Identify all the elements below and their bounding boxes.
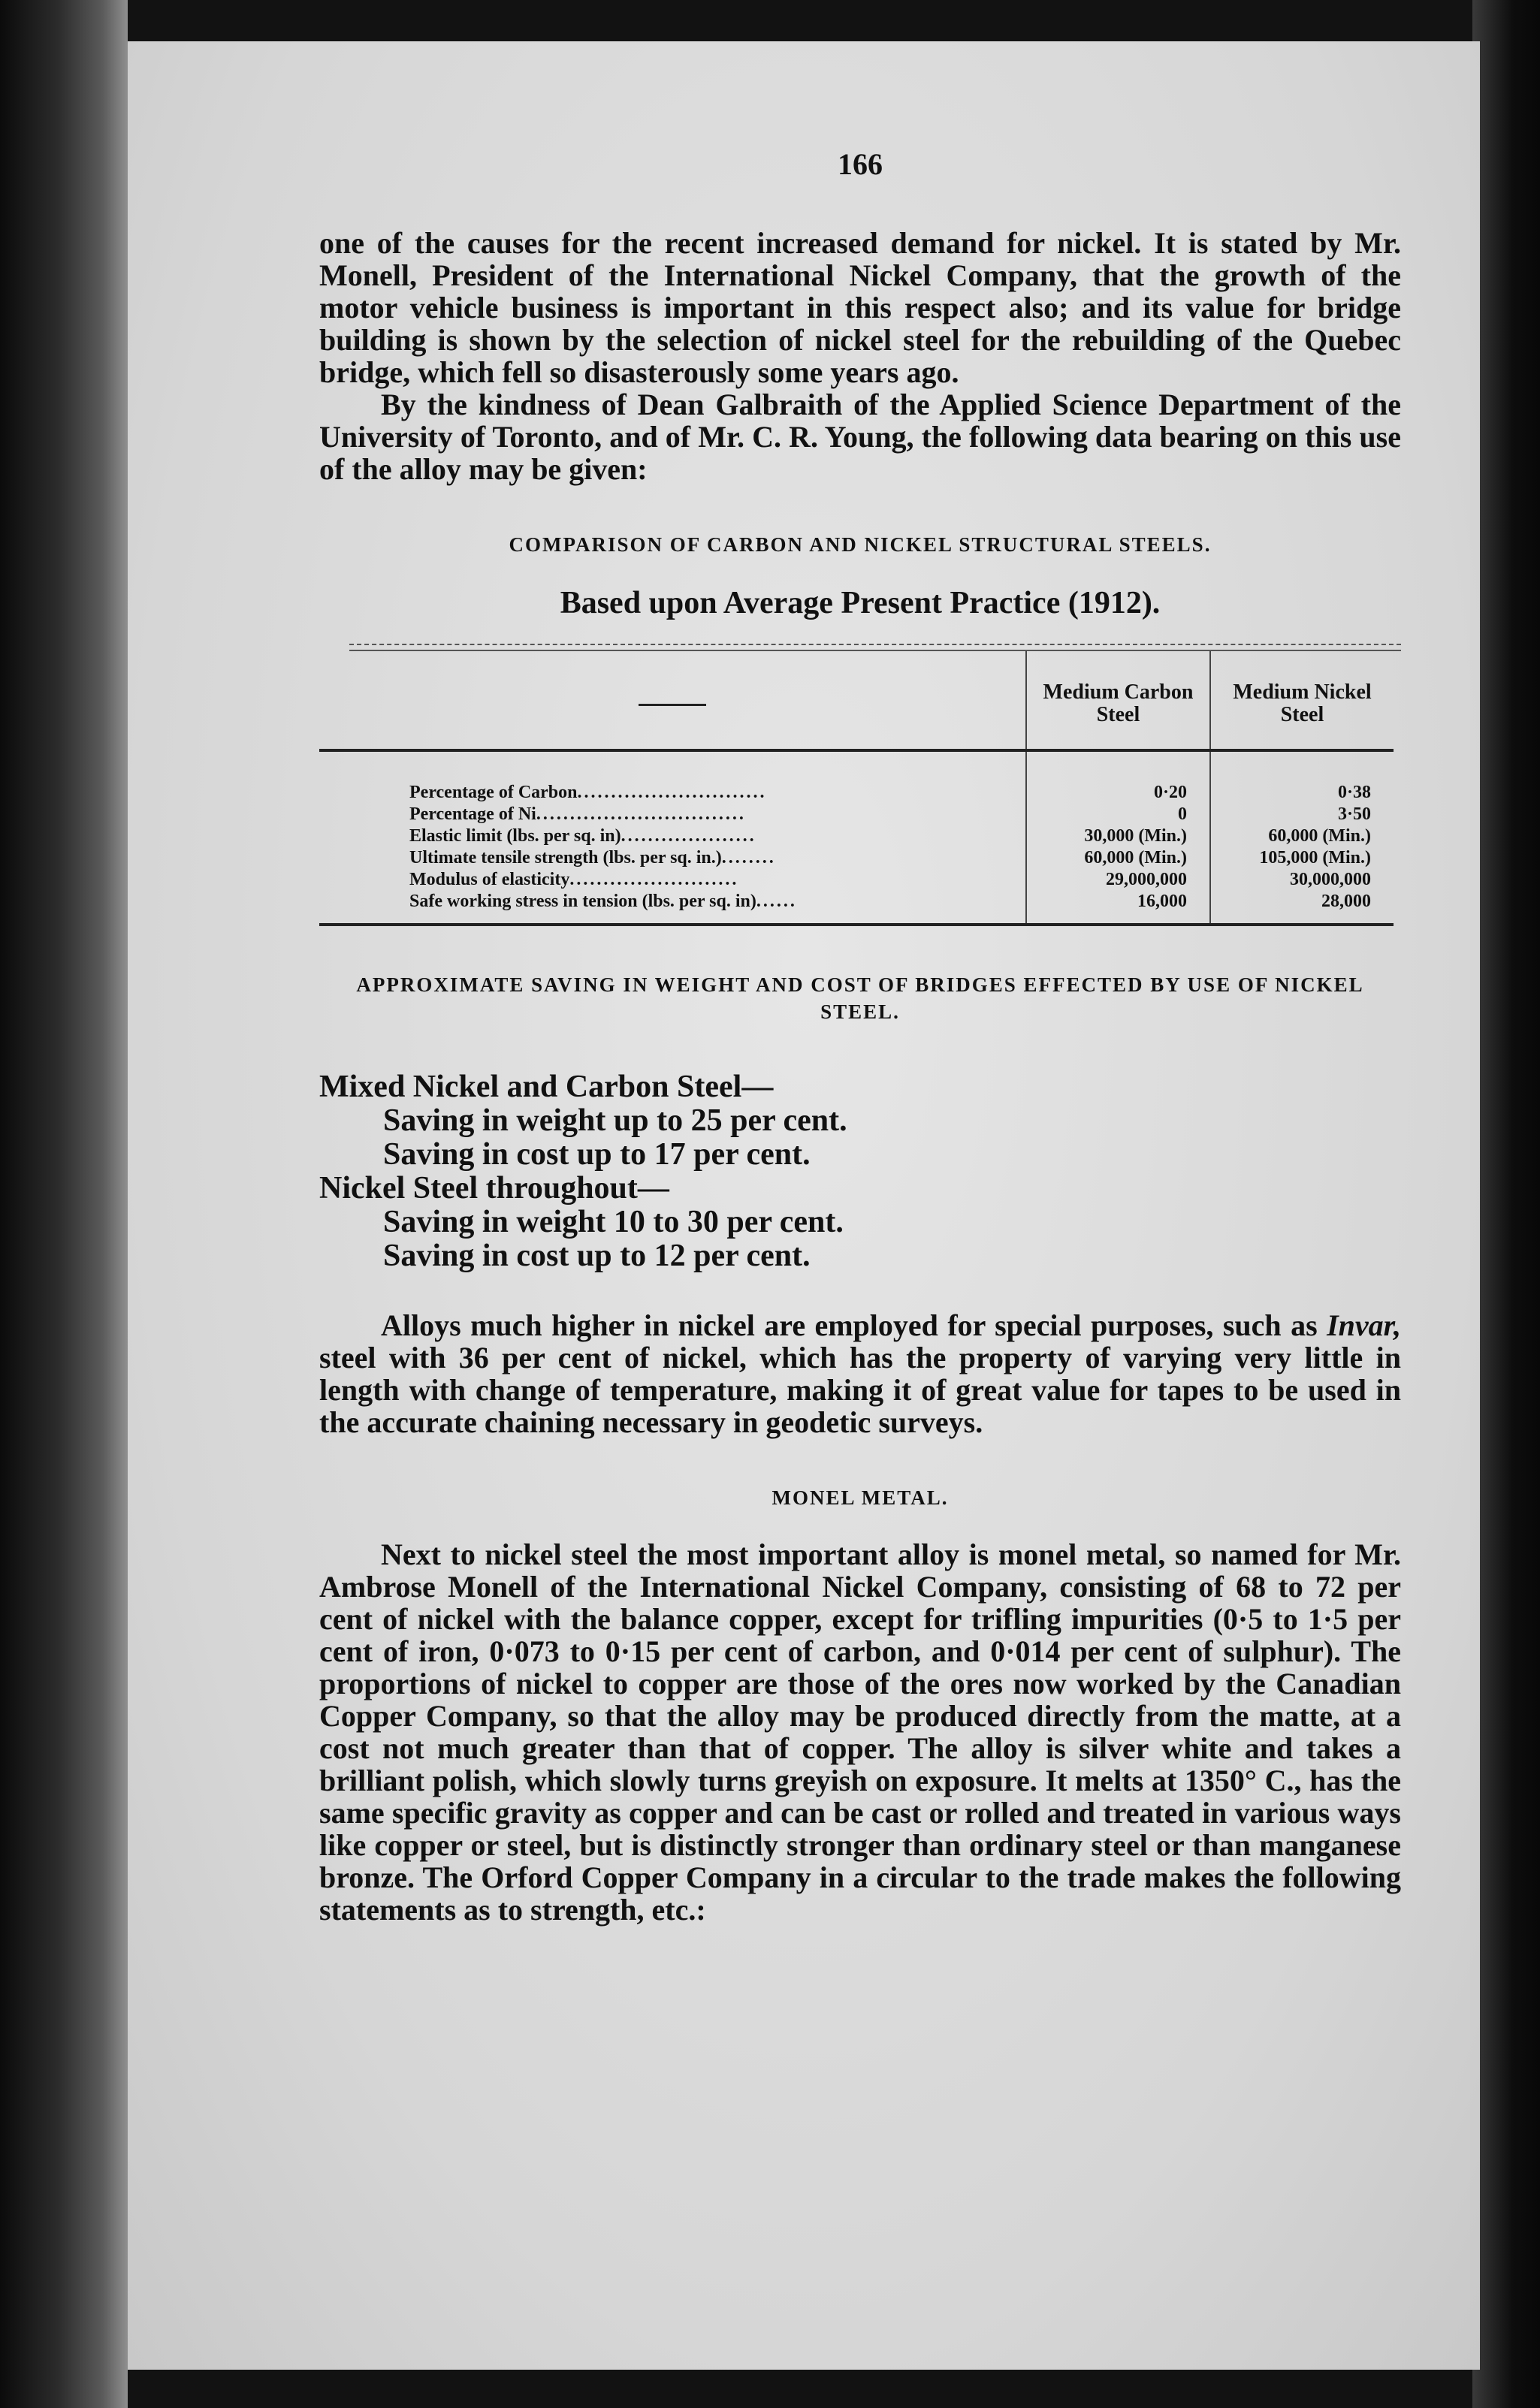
table-row <box>319 750 1394 804</box>
row-label: Percentage of Carbon............................ <box>409 783 767 802</box>
saving-list <box>319 1070 1401 1273</box>
row-label: Safe working stress in tension (lbs. per sq. in)...... <box>319 891 1026 925</box>
nickel-steel-heading: Nickel Steel throughout— <box>319 1171 669 1206</box>
nickel-value: 30,000,000 <box>1210 869 1394 891</box>
table-header-row <box>319 651 1394 750</box>
table-row <box>319 847 1394 869</box>
mixed-weight-saving: Saving in weight up to 25 per cent. <box>383 1103 847 1138</box>
mixed-steel-heading: Mixed Nickel and Carbon Steel— <box>319 1070 774 1104</box>
paragraph-demand: one of the causes for the recent increased demand for nickel. It is stated by Mr. Monell, President of the International Nickel Company, that the growth of the motor vehicle business is important in this respect also; and its value for bridge building is shown by the selection of nickel steel for the rebuilding of the Quebec bridge, which fell so disasterously some years ago. <box>319 226 1401 389</box>
table-row <box>319 825 1394 847</box>
nickel-value: 60,000 (Min.) <box>1210 825 1394 847</box>
monel-heading: MONEL METAL. <box>772 1486 949 1509</box>
header-blank-cell <box>319 651 1026 750</box>
table-top-rule <box>349 644 1401 651</box>
table-row <box>319 891 1394 925</box>
nickel-weight-saving: Saving in weight 10 to 30 per cent. <box>383 1205 844 1239</box>
saving-title: APPROXIMATE SAVING IN WEIGHT AND COST OF BRIDGES EFFECTED BY USE OF NICKEL STEEL. <box>356 973 1364 1023</box>
steel-comparison-table <box>319 651 1394 926</box>
page-number: 166 <box>838 147 883 181</box>
carbon-value: 16,000 <box>1026 891 1210 925</box>
book-page <box>128 41 1480 2370</box>
row-label: Percentage of Ni............................... <box>409 804 746 824</box>
carbon-value: 60,000 (Min.) <box>1026 847 1210 869</box>
page-content <box>319 146 1401 1926</box>
header-nickel-steel: Medium Nickel Steel <box>1210 651 1394 750</box>
header-dash <box>639 704 706 706</box>
invar-term: Invar, <box>1327 1308 1401 1342</box>
nickel-value: 0·38 <box>1210 750 1394 804</box>
table-row <box>319 804 1394 825</box>
row-label: Ultimate tensile strength (lbs. per sq. in.)........ <box>409 848 776 868</box>
header-carbon-steel: Medium Carbon Steel <box>1026 651 1210 750</box>
scan-border-right <box>1472 0 1540 2408</box>
paragraph-kindness: By the kindness of Dean Galbraith of the Applied Science Department of the University of Toronto, and of Mr. C. R. Young, the following data bearing on this use of the alloy may be given: <box>319 388 1401 486</box>
carbon-value: 0 <box>1026 804 1210 825</box>
carbon-value: 30,000 (Min.) <box>1026 825 1210 847</box>
nickel-value: 105,000 (Min.) <box>1210 847 1394 869</box>
mixed-cost-saving: Saving in cost up to 17 per cent. <box>383 1137 811 1172</box>
nickel-value: 3·50 <box>1210 804 1394 825</box>
carbon-value: 0·20 <box>1026 750 1210 804</box>
nickel-value: 28,000 <box>1210 891 1394 925</box>
paragraph-invar: Alloys much higher in nickel are employed for special purposes, such as Invar, steel with 36 per cent of nickel, which has the property of varying very little in length with change of temperature, making it of great value for tapes to be used in the accurate chaining necessary in geodetic surveys. <box>319 1308 1401 1439</box>
row-label: Modulus of elasticity......................... <box>409 870 739 889</box>
paragraph-monel: Next to nickel steel the most important alloy is monel metal, so named for Mr. Ambrose Monell of the International Nickel Company, consisting of 68 to 72 per cent of nickel with the balance copper, except for trifling impurities (0·5 to 1·5 per cent of iron, 0·073 to 0·15 per cent of carbon, and 0·014 per cent of sulphur). The proportions of nickel to copper are those of the ores now worked by the Canadian Copper Company, so that the alloy may be produced directly from the matte, at a cost not much greater than that of copper. The alloy is silver white and takes a brilliant polish, which slowly turns greyish on exposure. It melts at 1350° C., has the same specific gravity as copper and can be cast or rolled and treated in various ways like copper or steel, but is distinctly stronger than ordinary steel or than manganese bronze. The Orford Copper Company in a circular to the trade makes the following statements as to strength, etc.: <box>319 1537 1401 1927</box>
nickel-cost-saving: Saving in cost up to 12 per cent. <box>383 1239 811 1273</box>
table-title: COMPARISON OF CARBON AND NICKEL STRUCTURAL STEELS. <box>509 533 1212 556</box>
carbon-value: 29,000,000 <box>1026 869 1210 891</box>
spacer <box>319 1273 1401 1309</box>
table-row <box>319 869 1394 891</box>
scan-border-left <box>0 0 128 2408</box>
row-label: Elastic limit (lbs. per sq. in).................... <box>409 826 756 846</box>
table-subtitle: Based upon Average Present Practice (1912). <box>560 586 1161 620</box>
